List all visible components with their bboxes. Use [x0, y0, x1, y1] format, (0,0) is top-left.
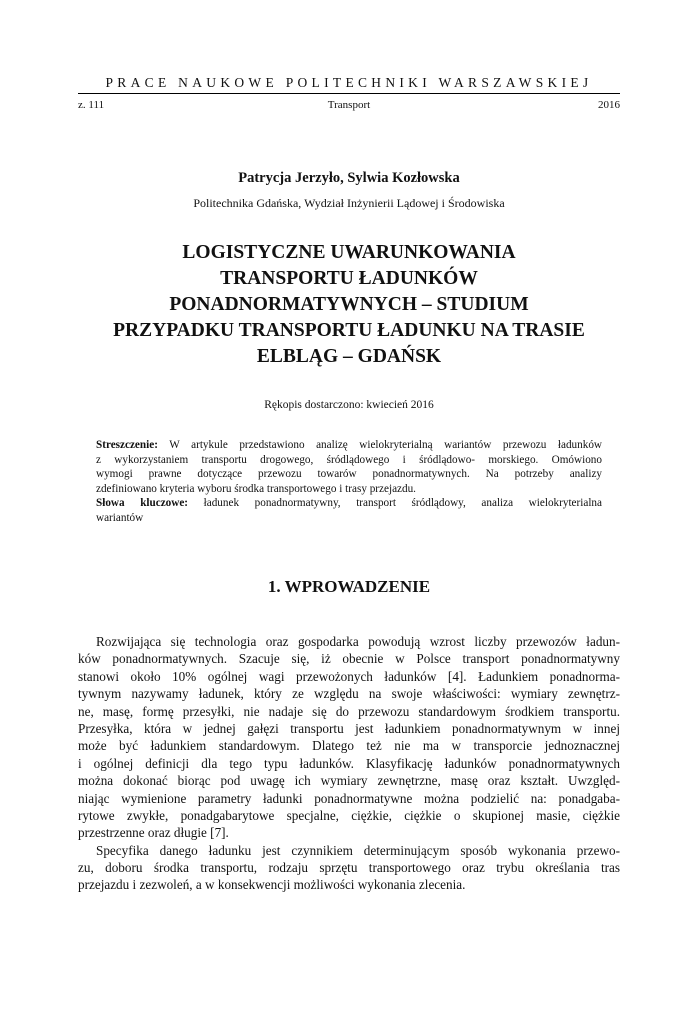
title-line: PRZYPADKU TRANSPORTU ŁADUNKU NA TRASIE [113, 320, 585, 341]
abstract-line: wymogi prawne dotyczące przewozu towarów ponadnormatywnych. Na potrzeby analizy [96, 468, 602, 481]
keywords-line [96, 496, 602, 511]
abstract-line: z wykorzystaniem transportu drogowego, śródlądowego i śródlądowo- morskiego. Omówiono [96, 453, 602, 466]
title-line: TRANSPORTU ŁADUNKÓW [220, 268, 478, 289]
authors: Patrycja Jerzyło, Sylwia Kozłowska [238, 170, 460, 186]
affiliation: Politechnika Gdańska, Wydział Inżynierii Lądowej i Środowiska [193, 196, 505, 210]
received-date: Rękopis dostarczono: kwiecień 2016 [264, 399, 434, 411]
abstract [96, 438, 602, 526]
series-name: Transport [327, 99, 371, 111]
title-line: LOGISTYCZNE UWARUNKOWANIA [182, 242, 516, 263]
abstract-text: W artykule przedstawiono analizę wielokryterialną wariantów przewozu ładunków [157, 439, 602, 451]
title-line: PONADNORMATYWNYCH – STUDIUM [169, 294, 529, 315]
body-line: Przesyłka, która w jednej gałęzi transportu jest ładunkiem ponadnormatywnym w innej [78, 720, 620, 736]
body-line: rytowe zwykłe, ponadgabarytowe specjalne, ciężkie, ciężkie o skupionej masie, ciężkie [78, 807, 620, 823]
paper-title [60, 240, 638, 370]
body-line: Rozwijająca się technologia oraz gospodarka powodują wzrost liczby przewozów ładun- [96, 634, 620, 649]
keywords-label: Słowa kluczowe: [96, 497, 189, 510]
body-text [78, 633, 620, 894]
body-line: stanowi około 10% ogólnej wagi przewożonych ładunków [4]. Ładunkiem ponadnorma- [78, 668, 620, 684]
body-line: i ogólnej definicji dla tego typu ładunków. Klasyfikację ładunków ponadnormatywnych [78, 755, 620, 771]
abstract-line [96, 438, 602, 453]
body-line: przestrzenne oraz długie [7]. [78, 825, 229, 841]
body-line: można dokonać biorąc pod uwagę ich wymiary zewnętrzne, masę oraz kształt. Uwzględ- [78, 773, 620, 789]
body-line: ków ponadnormatywnych. Szacuje się, iż obecnie w Polsce transport ponadnormatywny [78, 651, 620, 667]
title-line: ELBLĄG – GDAŃSK [256, 346, 442, 367]
body-line: tywnym nazywamy ładunek, który ze względu na swoje właściwości: wymiary zewnętrz- [78, 686, 620, 702]
volume-number: z. 111 [78, 99, 105, 111]
abstract-label: Streszczenie: [96, 439, 158, 451]
body-line: Specyfika danego ładunku jest czynnikiem determinującym sposób wykonania przewo- [96, 842, 620, 858]
body-line: może być ładunkiem standardowym. Dlatego też nie ma w transporcie jednoznacznej [78, 738, 620, 754]
journal-name: PRACE NAUKOWE POLITECHNIKI WARSZAWSKIEJ [105, 75, 593, 90]
keywords-line: wariantów [96, 511, 144, 524]
publication-year: 2016 [598, 99, 620, 111]
body-line: ne, masę, formę przesyłki, nie nadaje się do przewozu standardowym środkiem transportu. [78, 703, 620, 719]
header-rule [78, 93, 620, 94]
abstract-line: zdefiniowano kryteria wyboru środka transportowego i trasy przejazdu. [96, 482, 416, 495]
section-heading: 1. WPROWADZENIE [267, 577, 431, 596]
keywords-text: ładunek ponadnormatywny, transport śródlądowy, analiza wielokryterialna [188, 497, 602, 510]
body-line: przejazdu i zezwoleń, a w konsekwencji możliwości wykonania zlecenia. [78, 877, 466, 893]
body-line: niając wymienione parametry ładunki ponadnormatywne można podzielić na: ponadgaba- [78, 790, 620, 806]
body-line: zu, doboru środka transportu, rodzaju sprzętu transportowego oraz trybu określania tras [78, 860, 620, 876]
